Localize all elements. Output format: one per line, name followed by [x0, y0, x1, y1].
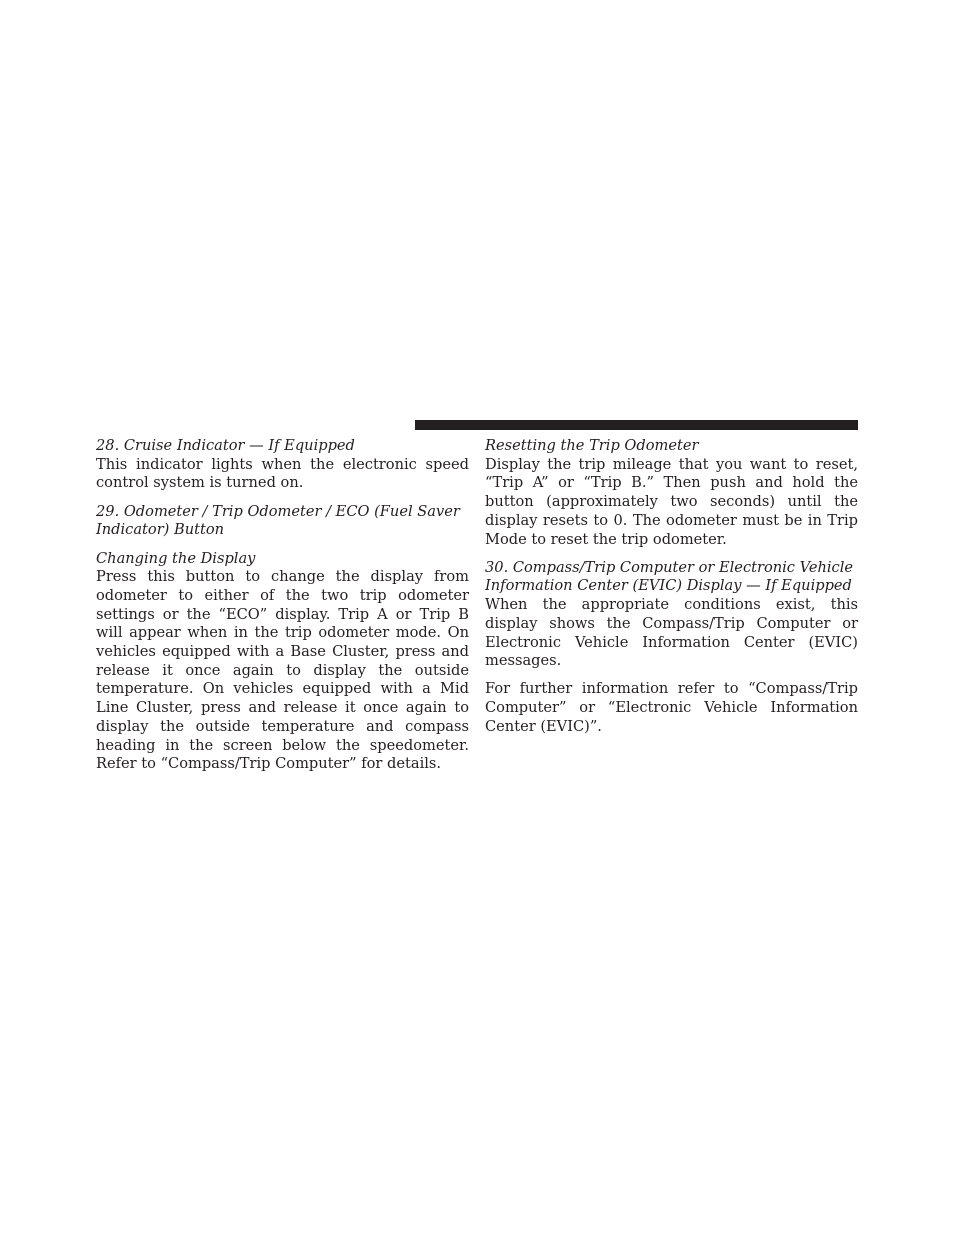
changing-display-heading: Changing the Display: [96, 549, 256, 567]
changing-display-body: Press this button to change the display from odometer to either of the two trip odometer settings or the “ECO” display. Trip A or Trip B will appear when in the trip odometer mode. On vehicles equipped with a Base Cluster, press and release it once again to display the outside temperature. On vehicles equipped with a Mid Line Cluster, press and release it once again to display the outside temperature and compass heading in the screen below the speedometer. Refer to “Compass/Trip Computer” for details.: [96, 568, 469, 773]
left-column: [96, 437, 469, 774]
item-29-heading: 29. Odometer / Trip Odometer / ECO (Fuel Saver Indicator) Button: [96, 502, 460, 539]
item-28-heading: 28. Cruise Indicator — If Equipped: [96, 437, 355, 454]
resetting-trip-heading: Resetting the Trip Odometer: [485, 437, 699, 454]
item-30-heading: 30. Compass/Trip Computer or Electronic Vehicle Information Center (EVIC) Display — If Equipped: [485, 558, 853, 595]
right-column: [485, 437, 858, 737]
further-info-body: For further information refer to “Compass/Trip Computer” or “Electronic Vehicle Information Center (EVIC)”.: [485, 680, 858, 735]
item-30-body: When the appropriate conditions exist, this display shows the Compass/Trip Computer or Electronic Vehicle Information Center (EVIC) messages.: [485, 596, 858, 670]
item-28-body: This indicator lights when the electronic speed control system is turned on.: [96, 455, 469, 492]
section-header-bar: [415, 420, 858, 430]
resetting-trip-body: Display the trip mileage that you want to reset, “Trip A” or “Trip B.” Then push and hold the button (approximately two seconds) until the display resets to 0. The odometer must be in Trip Mode to reset the trip odometer.: [485, 455, 858, 548]
